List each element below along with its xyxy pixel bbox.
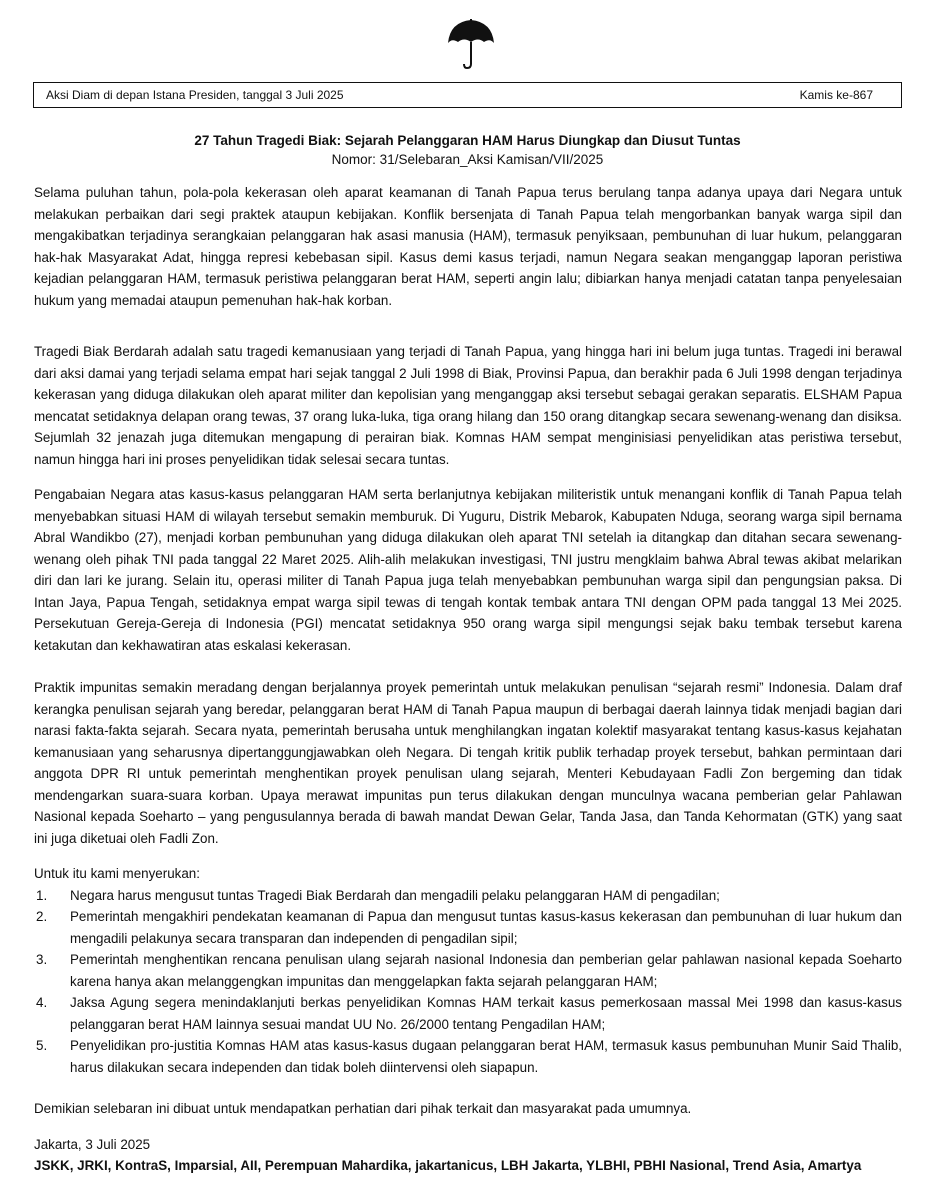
list-text: Negara harus mengusut tuntas Tragedi Biak Berdarah dan mengadili pelaku pelanggaran HAM di pengadilan; [70,887,720,903]
place-date: Jakarta, 3 Juli 2025 [34,1137,151,1152]
list-item [34,992,902,1035]
header-box [33,82,902,108]
list-number: 2. [36,909,48,924]
black-umbrella-icon [446,18,496,70]
calls-section [34,863,902,1078]
paragraph-text: Pengabaian Negara atas kasus-kasus pelanggaran HAM serta berlanjutnya kebijakan militeristik untuk menangani konflik di Tanah Papua telah menyebabkan situasi HAM di wilayah tersebut semakin memburuk. Di Yuguru, Distrik Mebarok, Kabupaten Nduga, seorang warga sipil bernama Abral Wandikbo (27), menjadi korban pembunuhan yang diduga dilakukan oleh aparat TNI setelah ia ditangkap dan ditahan secara sewenang-wenang oleh pihak TNI pada tanggal 22 Maret 2025. Alih-alih melakukan investigasi, TNI justru mengklaim bahwa Abral tewas akibat melarikan diri dan lari ke jurang. Selain itu, operasi militer di Tanah Papua juga telah menyebabkan pembunuhan warga sipil dan pengungsian paksa. Di Intan Jaya, Papua Tengah, setidaknya empat warga sipil tewas di tengah kontak tembak antara TNI dengan OPM pada tanggal 13 Mei 2025. Persekutuan Gereja-Gereja di Indonesia (PGI) mencatat setidaknya 950 orang warga sipil mengungsi sejak baku tembak tersebut karena ketakutan dan kekhawatiran atas eskalasi kekerasan. [34,487,902,653]
list-number: 5. [36,1038,48,1053]
list-text: Jaksa Agung segera menindaklanjuti berkas penyelidikan Komnas HAM terkait kasus pemerkosaan massal Mei 1998 dan kasus-kasus pelanggaran berat HAM lainnya sesuai mandat UU No. 26/2000 tentang Pengadilan HAM; [70,995,902,1032]
list-number: 4. [36,995,48,1010]
paragraph-4 [34,677,902,849]
paragraph-2 [34,341,902,470]
event-info: Aksi Diam di depan Istana Presiden, tanggal 3 Juli 2025 [46,88,344,102]
paragraph-1 [34,182,902,311]
list-number: 1. [36,887,48,903]
list-number: 3. [36,952,48,967]
calls-intro: Untuk itu kami menyerukan: [34,866,200,881]
list-item [34,906,902,949]
list-text: Pemerintah menghentikan rencana penulisan ulang sejarah nasional Indonesia dan pemberian gelar pahlawan nasional kepada Soeharto karena hanya akan melanggengkan impunitas dan menggelapkan fakta sejarah pelanggaran HAM; [70,952,902,989]
list-text: Penyelidikan pro-justitia Komnas HAM atas kasus-kasus dugaan pelanggaran berat HAM, termasuk kasus pembunuhan Munir Said Thalib, harus dilakukan secara independen dan tidak boleh diintervensi oleh siapapun. [70,1038,902,1075]
paragraph-text: Selama puluhan tahun, pola-pola kekerasan oleh aparat keamanan di Tanah Papua terus berulang tanpa adanya upaya dari Negara untuk melakukan perbaikan dari segi praktek ataupun kebijakan. Konflik bersenjata di Tanah Papua telah mengorbankan banyak warga sipil dan mengakibatkan terjadinya serangkaian pelanggaran hak asasi manusia (HAM), termasuk penyiksaan, pembunuhan di luar hukum, pelanggaran hak-hak Masyarakat Adat, hingga represi kebebasan sipil. Kasus demi kasus terjadi, namun Negara seakan menganggap laporan peristiwa kejadian pelanggaran HAM, termasuk peristiwa pelanggaran berat HAM, seperti angin lalu; dibiarkan hanya menjadi catatan tanpa penyelesaian hukum yang memadai ataupun pemenuhan hak-hak korban. [34,185,902,308]
edition-number: Kamis ke-867 [799,88,873,102]
signatories: JSKK, JRKI, KontraS, Imparsial, AII, Perempuan Mahardika, jakartanicus, LBH Jakarta, YLBHI, PBHI Nasional, Trend Asia, Amartya [34,1158,862,1173]
list-item [34,1035,902,1078]
list-text: Pemerintah mengakhiri pendekatan keamanan di Papua dan mengusut tuntas kasus-kasus kekerasan dan pembunuhan di luar hukum dan mengadili pelakunya secara transparan dan independen di pengadilan sipil; [70,909,902,946]
document-number: Nomor: 31/Selebaran_Aksi Kamisan/VII/2025 [331,152,604,167]
list-item [34,885,902,907]
closing-statement: Demikian selebaran ini dibuat untuk mendapatkan perhatian dari pihak terkait dan masyarakat pada umumnya. [34,1101,692,1116]
document-title: 27 Tahun Tragedi Biak: Sejarah Pelanggaran HAM Harus Diungkap dan Diusut Tuntas [194,133,741,148]
paragraph-text: Tragedi Biak Berdarah adalah satu tragedi kemanusiaan yang terjadi di Tanah Papua, yang hingga hari ini belum juga tuntas. Tragedi ini berawal dari aksi damai yang terjadi selama empat hari sejak tanggal 2 Juli 1998 di Biak, Provinsi Papua, dan berakhir pada 6 Juli 1998 dengan terjadinya kekerasan yang diduga dilakukan oleh aparat militer dan kepolisian yang menganggap aksi tersebut sebagai gerakan separatis. ELSHAM Papua mencatat setidaknya delapan orang tewas, 37 orang luka-luka, tiga orang hilang dan 150 orang ditangkap secara sewenang-wenang dan disiksa. Sejumlah 32 jenazah juga ditemukan mengapung di perairan biak. Komnas HAM sempat menginisiasi penyelidikan atas peristiwa tersebut, namun hingga hari ini proses penyelidikan tidak selesai secara tuntas. [34,344,902,467]
paragraph-3 [34,484,902,656]
paragraph-text: Praktik impunitas semakin meradang dengan berjalannya proyek pemerintah untuk melakukan penulisan “sejarah resmi” Indonesia. Dalam draf kerangka penulisan sejarah yang beredar, pelanggaran berat HAM di Tanah Papua maupun di berbagai daerah lainnya tidak menjadi bagian dari narasi fakta-fakta sejarah. Secara nyata, pemerintah berusaha untuk menghilangkan ingatan kolektif masyarakat tentang kasus-kasus kejahatan kemanusiaan yang seharusnya dipertanggungjawabkan oleh Negara. Di tengah kritik publik terhadap proyek tersebut, bahkan permintaan dari anggota DPR RI untuk pemerintah menghentikan proyek penulisan ulang sejarah, Menteri Kebudayaan Fadli Zon bergeming dan tidak mendengarkan suara-suara korban. Upaya merawat impunitas pun terus dilakukan dengan munculnya wacana pemberian gelar Pahlawan Nasional kepada Soeharto – yang pengusulannya berada di bawah mandat Dewan Gelar, Tanda Jasa, dan Tanda Kehormatan (GTK) yang saat ini juga diketuai oleh Fadli Zon. [34,680,902,846]
calls-list [34,885,902,1079]
list-item [34,949,902,992]
